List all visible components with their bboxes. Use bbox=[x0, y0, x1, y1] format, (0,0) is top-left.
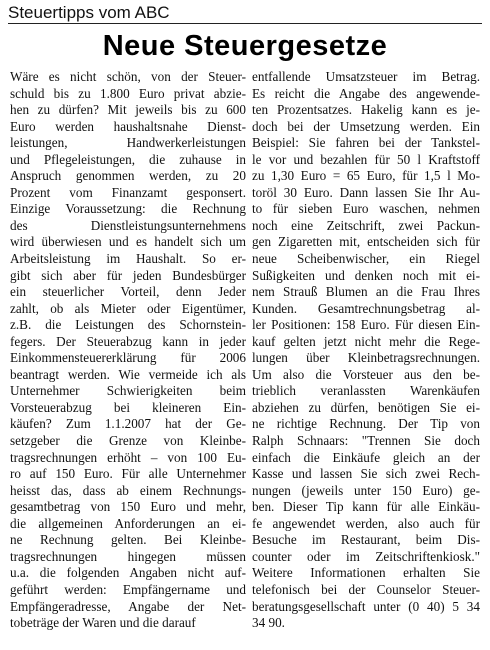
article-text-line: fe angewendet werden, also auch für bbox=[252, 515, 480, 531]
article-text-line: Einkommensteuererklärung für 2006 bbox=[10, 350, 246, 366]
article-text-line: beantragt werden. Wie vermeide ich als bbox=[10, 366, 246, 382]
article-text-line: gesamtbetrag von 150 Euro und mehr, bbox=[10, 499, 246, 515]
article-text-line: Besuche im Restaurant, beim Dis- bbox=[252, 532, 480, 548]
article-text-line: Euro werden haushaltsnahe Dienst- bbox=[10, 118, 246, 134]
article-text-line: wird überwiesen und es handelt sich um bbox=[10, 234, 246, 250]
article-text-line: hen zu dürfen? Mit jeweils bis zu 600 bbox=[10, 102, 246, 118]
article-text-line: ne richtige Rechnung. Der Tip von bbox=[252, 416, 480, 432]
article-text-line: Empfängeradresse, Angabe der Net- bbox=[10, 598, 246, 614]
article-text-line: abziehen zu dürfen, benötigen Sie ei- bbox=[252, 399, 480, 415]
article-text-line: des Dienstleistungsunternehmens bbox=[10, 217, 246, 233]
article-text-line: tobeträge der Waren und die darauf bbox=[10, 615, 196, 631]
article-text-line: nungen (jeweils unter 150 Euro) ge- bbox=[252, 482, 480, 498]
article-text-line: entfallende Umsatzsteuer im Betrag. bbox=[252, 69, 480, 84]
article-text-line: ler Positionen: 158 Euro. Für diesen Ein- bbox=[252, 317, 480, 333]
article-text-line: und Pflegeleistungen, die zuhause in bbox=[10, 151, 246, 167]
article-text-line: nem Strauß Blumen an die Frau Ihres bbox=[252, 284, 480, 300]
article-text-line: Anspruch genommen werden, zu 20 bbox=[10, 168, 246, 184]
article-text-line: ben. Dieser Tip kann für alle Einkäu- bbox=[252, 499, 480, 515]
article-text-line: le vor und bezahlen für 50 l Kraftstoff bbox=[252, 151, 480, 167]
article-text-line: counter oder im Zeitschriftenkiosk." bbox=[252, 548, 480, 564]
article-text-line: die allgemeinen Anforderungen an ei- bbox=[10, 515, 246, 531]
article-text-line: 34 90. bbox=[252, 615, 285, 631]
article-text-line: to für sieben Euro waschen, nehmen bbox=[252, 201, 480, 217]
article-text-line: Beispiel: Sie fahren bei der Tankstel- bbox=[252, 135, 480, 151]
article-text-line: kauf gelten jetzt nicht mehr die Rege- bbox=[252, 333, 480, 349]
article-text-line: schuld bis zu 1.800 Euro privat abzie- bbox=[10, 85, 246, 101]
article-text-line: heisst das, dass ab einem Rechnungs- bbox=[10, 482, 246, 498]
article-text-line: tragsrechnungen hingegen müssen bbox=[10, 548, 246, 564]
article-text-line: doch bei der Umsetzung werden. Ein bbox=[252, 118, 480, 134]
article-text-line: u.a. die folgenden Angaben nicht auf- bbox=[10, 565, 246, 581]
article-headline: Neue Steuergesetze bbox=[102, 30, 388, 62]
article-text-line: telefonisch bei der Counselor Steuer- bbox=[252, 581, 480, 597]
article-text-line: Kasse und lassen Sie sich zwei Rech- bbox=[252, 466, 480, 482]
article-text-line: ein steuerlicher Vorteil, denn Jeder bbox=[10, 284, 246, 300]
article-text-line: Es reicht die Angabe des angewende- bbox=[252, 85, 480, 101]
article-text-line: fegers. Der Steuerabzug kann in jeder bbox=[10, 333, 246, 349]
article-text-line: trieblich veranlassten Warenkäufen bbox=[252, 383, 480, 399]
kicker-divider bbox=[8, 23, 482, 24]
article-text-line: leistungen, Handwerkerleistungen bbox=[10, 135, 246, 151]
article-text-line: Wäre es nicht schön, von der Steuer- bbox=[10, 69, 246, 84]
article-kicker: Steuertipps vom ABC bbox=[8, 3, 170, 22]
article-text-line: ne Rechnung gelten. Bei Kleinbe- bbox=[10, 532, 246, 548]
article-text-line: gen Zigaretten mit, entscheiden sich für bbox=[252, 234, 480, 250]
article-text-line: tragsrechnungen erhöht – von 100 Eu- bbox=[10, 449, 246, 465]
article-text-line: Sußigkeiten und denken noch mit ei- bbox=[252, 267, 480, 283]
article-text-line: Unternehmer Schwierigkeiten beim bbox=[10, 383, 246, 399]
article-text-line: setzgeber die Grenze von Kleinbe- bbox=[10, 433, 246, 449]
article-text-line: Um also die Vorsteuer aus den be- bbox=[252, 366, 480, 382]
article-text-line: Ralph Schnaars: "Trennen Sie doch bbox=[252, 433, 480, 449]
article-text-line: z.B. die Leistungen des Schornstein- bbox=[10, 317, 246, 333]
article-text-line: gibt sich aber für jeden Bundesbürger bbox=[10, 267, 246, 283]
article-text-line: beratungsgesellschaft unter (0 40) 5 34 bbox=[252, 598, 480, 614]
article-text-line: käufen? Zum 1.1.2007 hat der Ge- bbox=[10, 416, 246, 432]
article-text-line: neue Scheibenwischer, ein Riegel bbox=[252, 251, 480, 267]
article-text-line: ten Prozentsatzes. Hakelig kann es je- bbox=[252, 102, 480, 118]
article-text-line: lungen über Kleinbetragsrechnungen. bbox=[252, 350, 480, 366]
article-text-line: Kunden. Gesamtrechnungsbetrag al- bbox=[252, 300, 480, 316]
article-text-line: noch eine Zeitschrift, zwei Packun- bbox=[252, 217, 480, 233]
article-text-line: ro auf 150 Euro. Für alle Unternehmer bbox=[10, 466, 246, 482]
article-text-line: einfach die Einkäufe gleich an der bbox=[252, 449, 480, 465]
article-text-line: toröl 30 Euro. Dann lassen Sie Ihr Au- bbox=[252, 184, 480, 200]
article-text-line: Weitere Informationen erhalten Sie bbox=[252, 565, 480, 581]
article-text-line: zahlt, ob als Mieter oder Eigentümer, bbox=[10, 300, 246, 316]
article-text-line: zu 1,30 Euro = 65 Euro, für 1,5 l Mo- bbox=[252, 168, 480, 184]
article-text-line: Vorsteuerabzug bei kleineren Ein- bbox=[10, 399, 246, 415]
article-column-left bbox=[10, 69, 246, 632]
article-column-right bbox=[252, 69, 480, 632]
article-text-line: Prozent vom Finanzamt gesponsert. bbox=[10, 184, 246, 200]
article-text-line: geführt werden: Empfängername und bbox=[10, 581, 246, 597]
article-text-line: Einzige Voraussetzung: die Rechnung bbox=[10, 201, 246, 217]
article-text-line: Arbeitsleistung im Haushalt. So er- bbox=[10, 251, 246, 267]
